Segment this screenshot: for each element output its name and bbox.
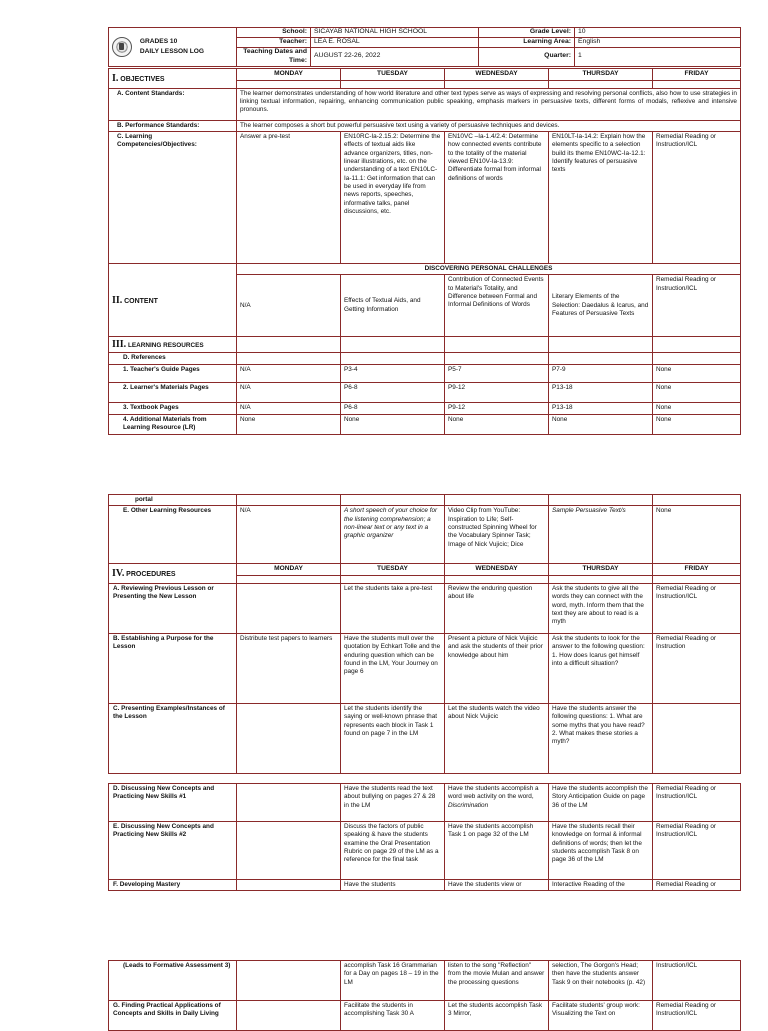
content-wednesday: Contribution of Connected Events to Material's Totality, and Difference between Formal and Informal Definitions of Words <box>445 275 549 337</box>
proc-a-label: A. Reviewing Previous Lesson or Presenting the New Lesson <box>109 583 237 633</box>
proc-e-monday <box>237 822 341 880</box>
textbook-pages-tuesday: P6-8 <box>341 402 445 414</box>
proc-c-thursday: Have the students answer the following questions: 1. What are some myths that you have read? 2. What makes these stories a myth? <box>549 703 653 773</box>
competency-wednesday: EN10VC –Ia-1.4/2.4: Determine how connected events contribute to the totality of the material viewed EN10V-Ia-13.9: Differentiate formal from informal definitions of words <box>445 131 549 263</box>
content-tuesday: Effects of Textual Aids, and Getting Information <box>341 275 445 337</box>
proc-b-label: B. Establishing a Purpose for the Lesson <box>109 633 237 703</box>
proc-f-thursday: Interactive Reading of the <box>549 880 653 891</box>
grade-level-label: Grade Level: <box>479 28 575 38</box>
proc-c-wednesday: Let the students watch the video about Nick Vujicic <box>445 703 549 773</box>
additional-materials-thursday: None <box>549 414 653 434</box>
teacher-value: LEA E. ROSAL <box>311 38 479 48</box>
daily-lesson-log-title: DAILY LESSON LOG <box>139 47 205 55</box>
proc-b-thursday: Ask the students to look for the answer to the following question: 1. How does Icarus get himself into a difficult situation? <box>549 633 653 703</box>
proc-e-thursday: Have the students recall their knowledge on formal & informal definitions of words; then let the students accomplish Task 8 on page 36 of the LM <box>549 822 653 880</box>
content-theme: DISCOVERING PERSONAL CHALLENGES <box>237 263 741 274</box>
references-label: D. References <box>109 353 237 364</box>
proc-d-friday: Remedial Reading or Instruction/ICL <box>653 784 741 822</box>
school-value: SICAYAB NATIONAL HIGH SCHOOL <box>311 28 479 38</box>
proc-d-thursday: Have the students accomplish the Story Anticipation Guide on page 36 of the LM <box>549 784 653 822</box>
dates-label: Teaching Dates and Time: <box>237 48 311 67</box>
tg-pages-friday: None <box>653 364 741 382</box>
lm-pages-wednesday: P9-12 <box>445 382 549 402</box>
learning-area-value: English <box>575 38 741 48</box>
other-resources-thursday: Sample Persuasive Text/s <box>549 506 653 564</box>
school-label: School: <box>237 28 311 38</box>
proc-f-continued-monday <box>237 961 341 1001</box>
performance-standards-text: The learner composes a short but powerful persuasive text using a variety of persuasive techniques and devices. <box>237 120 741 131</box>
proc-a-thursday: Ask the students to give all the words they can connect with the word, myth. Inform them that the text they are about to read is a myth <box>549 583 653 633</box>
quarter-label: Quarter: <box>479 48 575 67</box>
other-resources-tuesday: A short speech of your choice for the listening comprehension; a non-linear text or any text in a graphic organizer <box>341 506 445 564</box>
proc-f-continued-wednesday: listen to the song "Reflection" from the movie Mulan and answer the processing questions <box>445 961 549 1001</box>
deped-seal-icon <box>112 37 132 57</box>
proc-a-friday: Remedial Reading or Instruction/ICL <box>653 583 741 633</box>
day-header-monday: MONDAY <box>237 69 341 81</box>
tg-pages-tuesday: P3-4 <box>341 364 445 382</box>
proc-g-tuesday: Facilitate the students in accomplishing Task 30 A <box>341 1001 445 1031</box>
other-resources-monday: N/A <box>237 506 341 564</box>
content-thursday: Literary Elements of the Selection: Daedalus & Icarus, and Features of Persuasive Texts <box>549 275 653 337</box>
proc-g-friday: Remedial Reading or Instruction/ICL <box>653 1001 741 1031</box>
tg-pages-wednesday: P5-7 <box>445 364 549 382</box>
proc-a-monday <box>237 583 341 633</box>
learning-resources-heading: III. LEARNING RESOURCES <box>109 337 237 353</box>
proc-f-tuesday: Have the students <box>341 880 445 891</box>
content-monday: N/A <box>237 275 341 337</box>
additional-materials-tuesday: None <box>341 414 445 434</box>
performance-standards-label: B. Performance Standards: <box>109 120 237 131</box>
additional-materials-wednesday: None <box>445 414 549 434</box>
objectives-heading: I. OBJECTIVES <box>109 69 237 89</box>
proc-e-label: E. Discussing New Concepts and Practicing New Skills #2 <box>109 822 237 880</box>
lm-pages-thursday: P13-18 <box>549 382 653 402</box>
proc-g-monday <box>237 1001 341 1031</box>
procedures-heading: IV. PROCEDURES <box>109 564 237 584</box>
proc-g-thursday: Facilitate students' group work: Visualizing the Text on <box>549 1001 653 1031</box>
other-resources-friday: None <box>653 506 741 564</box>
proc-b-wednesday: Present a picture of Nick Vujicic and ask the students of their prior knowledge about him <box>445 633 549 703</box>
teacher-label: Teacher: <box>237 38 311 48</box>
proc-f-friday: Remedial Reading or <box>653 880 741 891</box>
proc-d-monday <box>237 784 341 822</box>
day-header-wednesday: WEDNESDAY <box>445 69 549 81</box>
proc-day-header-wednesday: WEDNESDAY <box>445 564 549 576</box>
content-heading: II. CONTENT <box>109 263 237 336</box>
content-friday: Remedial Reading or Instruction/ICL <box>653 275 741 337</box>
learning-area-label: Learning Area: <box>479 38 575 48</box>
proc-e-friday: Remedial Reading or Instruction/ICL <box>653 822 741 880</box>
proc-day-header-friday: FRIDAY <box>653 564 741 576</box>
content-standards-text: The learner demonstrates understanding of how world literature and other text types serve as ways of expressing and resolving personal conflicts, also how to use strategies in linking textual information, repairing, enhancing communication public speaking, emphasis markers in persuasive texts, different forms of modals, reflexive and intensive pronouns. <box>237 88 741 120</box>
lm-pages-label: 2. Learner's Materials Pages <box>109 382 237 402</box>
textbook-pages-monday: N/A <box>237 402 341 414</box>
proc-d-label: D. Discussing New Concepts and Practicing New Skills #1 <box>109 784 237 822</box>
proc-g-wednesday: Let the students accomplish Task 3 Mirror, <box>445 1001 549 1031</box>
proc-a-wednesday: Review the enduring question about life <box>445 583 549 633</box>
lesson-table-part-1 <box>108 68 741 435</box>
other-resources-wednesday: Video Clip from YouTube: Inspiration to Life; Self-constructed Spinning Wheel for the Vocabulary Spinner Task; Image of Nick Vujicic; Dice <box>445 506 549 564</box>
competency-thursday: EN10LT-Ia-14.2: Explain how the elements specific to a selection build its theme EN10WC-Ia-12.1: Identify features of persuasive texts <box>549 131 653 263</box>
tg-pages-monday: N/A <box>237 364 341 382</box>
tg-pages-thursday: P7-9 <box>549 364 653 382</box>
content-standards-label: A. Content Standards: <box>109 88 237 120</box>
proc-f-continued-friday: Instruction/ICL <box>653 961 741 1001</box>
competency-monday: Answer a pre-test <box>237 131 341 263</box>
day-header-tuesday: TUESDAY <box>341 69 445 81</box>
proc-g-label: G. Finding Practical Applications of Concepts and Skills in Daily Living <box>109 1001 237 1031</box>
lesson-table-part-4 <box>108 960 741 1031</box>
proc-e-tuesday: Discuss the factors of public speaking & have the students examine the Oral Presentation Rubric on page 29 of the LM as a reference for the final task <box>341 822 445 880</box>
proc-d-wednesday: Have the students accomplish a word web activity on the word, Discrimination <box>445 784 549 822</box>
proc-day-header-thursday: THURSDAY <box>549 564 653 576</box>
textbook-pages-label: 3. Textbook Pages <box>109 402 237 414</box>
day-header-friday: FRIDAY <box>653 69 741 81</box>
lesson-table-part-2 <box>108 494 741 774</box>
textbook-pages-thursday: P13-18 <box>549 402 653 414</box>
additional-materials-monday: None <box>237 414 341 434</box>
textbook-pages-wednesday: P9-12 <box>445 402 549 414</box>
proc-day-header-monday: MONDAY <box>237 564 341 576</box>
proc-b-monday: Distribute test papers to learners <box>237 633 341 703</box>
lm-pages-tuesday: P6-8 <box>341 382 445 402</box>
proc-f-wednesday: Have the students view or <box>445 880 549 891</box>
proc-f-continued-label: (Leads to Formative Assessment 3) <box>109 961 237 1001</box>
textbook-pages-friday: None <box>653 402 741 414</box>
proc-day-header-tuesday: TUESDAY <box>341 564 445 576</box>
grade-level-value: 10 <box>575 28 741 38</box>
proc-d-tuesday: Have the students read the text about bullying on pages 27 & 28 in the LM <box>341 784 445 822</box>
proc-e-wednesday: Have the students accomplish Task 1 on page 32 of the LM <box>445 822 549 880</box>
proc-f-label: F. Developing Mastery <box>109 880 237 891</box>
header-table <box>108 27 741 67</box>
quarter-value: 1 <box>575 48 741 67</box>
tg-pages-label: 1. Teacher's Guide Pages <box>109 364 237 382</box>
proc-a-tuesday: Let the students take a pre-test <box>341 583 445 633</box>
proc-c-tuesday: Let the students identify the saying or well-known phrase that represents each block in Task 1 found on page 7 in the LM <box>341 703 445 773</box>
lesson-table-part-3 <box>108 783 741 891</box>
proc-f-continued-thursday: selection, The Gorgon's Head; then have the students answer Task 9 on their notebooks (p. 42) <box>549 961 653 1001</box>
proc-c-label: C. Presenting Examples/Instances of the Lesson <box>109 703 237 773</box>
competencies-label: C. Learning Competencies/Objectives: <box>109 131 237 263</box>
proc-f-monday <box>237 880 341 891</box>
proc-c-monday <box>237 703 341 773</box>
header-logo-cell <box>109 28 237 67</box>
lm-pages-friday: None <box>653 382 741 402</box>
proc-b-tuesday: Have the students mull over the quotation by Echkart Tolle and the enduring question which can be found in the LM, Your Journey on page 6 <box>341 633 445 703</box>
grades-label: GRADES 10 <box>139 37 178 45</box>
proc-f-continued-tuesday: accomplish Task 16 Grammarian for a Day on pages 18 – 19 in the LM <box>341 961 445 1001</box>
competency-friday: Remedial Reading or Instruction/ICL <box>653 131 741 263</box>
proc-c-friday <box>653 703 741 773</box>
day-header-thursday: THURSDAY <box>549 69 653 81</box>
dates-value: AUGUST 22-26, 2022 <box>311 48 479 67</box>
proc-b-friday: Remedial Reading or Instruction <box>653 633 741 703</box>
other-resources-label: E. Other Learning Resources <box>109 506 237 564</box>
portal-label: portal <box>109 495 237 506</box>
additional-materials-label: 4. Additional Materials from Learning Resource (LR) <box>109 414 237 434</box>
lm-pages-monday: N/A <box>237 382 341 402</box>
additional-materials-friday: None <box>653 414 741 434</box>
competency-tuesday: EN10RC-Ia-2.15.2: Determine the effects of textual aids like advance organizers, titles, non-linear illustrations, etc. on the understanding of a text EN10LC-Ia-11.1: Get information that can be used in everyday life from news reports, speeches, informative talks, panel discussions, etc. <box>341 131 445 263</box>
